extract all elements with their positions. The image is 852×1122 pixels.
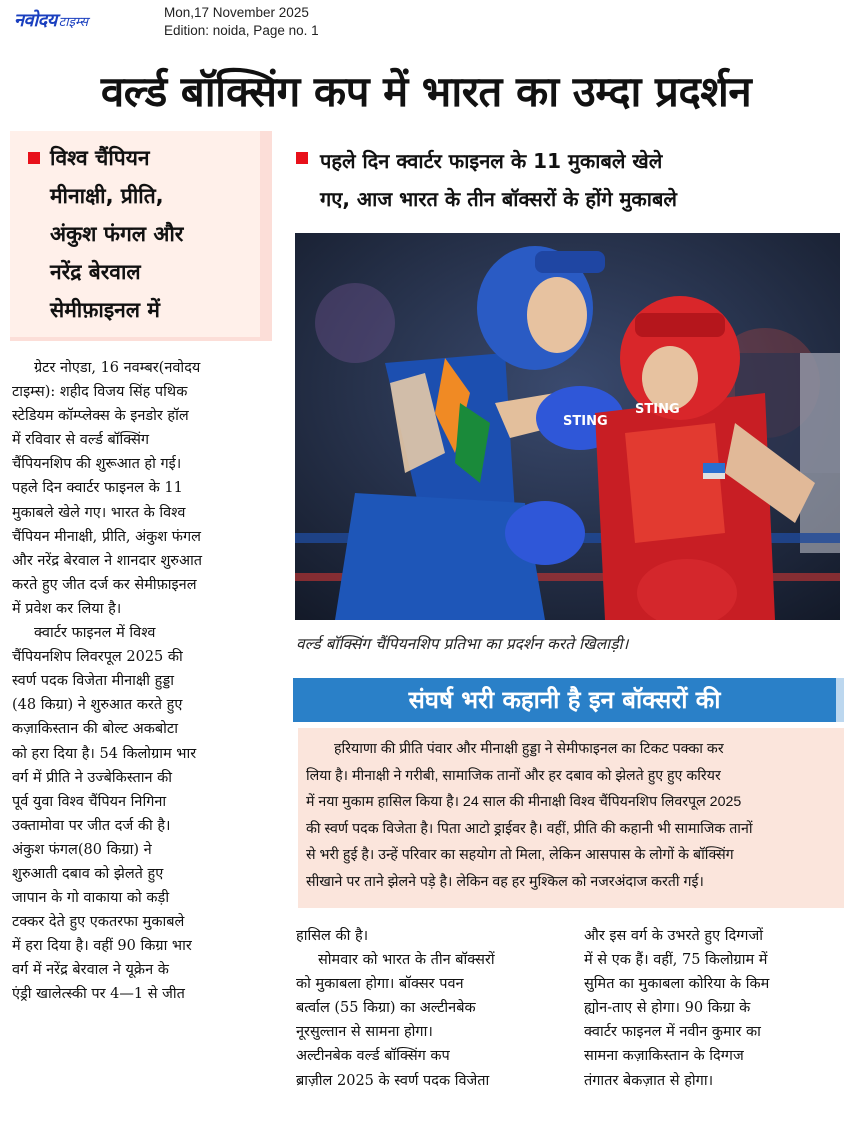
body-line: ह्योन-ताए से होगा। 90 किग्रा के — [584, 1000, 751, 1017]
body-line: कज़ाकिस्तान की बोल्ट अकबोटा — [12, 721, 178, 738]
glove-brand-text: STING — [563, 414, 608, 429]
body-line: सुमित का मुकाबला कोरिया के किम — [584, 976, 770, 993]
article-column-1 — [12, 356, 274, 1007]
body-line: स्टेडियम कॉम्प्लेक्स के इनडोर हॉल — [12, 408, 189, 425]
body-line: चैंपियन मीनाक्षी, प्रीति, अंकुश फंगल — [12, 528, 201, 545]
body-line: में से एक हैं। वहीं, 75 किलोग्राम में — [584, 952, 768, 969]
body-line: टक्कर देते हुए एकतरफा मुकाबले — [12, 914, 185, 931]
story-line: से भरी हुई है। उन्हें परिवार का सहयोग तो मिला, लेकिन आसपास के लोगों के बॉक्सिंग — [306, 847, 734, 863]
body-line: नूरसुल्तान से सामना होगा। — [296, 1024, 433, 1041]
masthead-logo — [14, 8, 138, 34]
body-line: सामना कज़ाकिस्तान के दिग्गज — [584, 1048, 744, 1065]
body-line: चैंपियनशिप की शुरूआत हो गई। — [12, 456, 182, 473]
body-line: तंगातर बेकज़ात से होगा। — [584, 1072, 714, 1089]
body-line: शुरुआती दबाव को झेलते हुए — [12, 865, 164, 882]
issue-date: Mon,17 November 2025 — [164, 5, 309, 20]
body-line: जापान के गो वाकाया को कड़ी — [12, 890, 170, 907]
main-headline: वर्ल्ड बॉक्सिंग कप में भारत का उम्दा प्रदर्शन — [100, 67, 752, 116]
body-line: (48 किग्रा) ने शुरुआत करते हुए — [12, 697, 183, 714]
highlight-line: मीनाक्षी, प्रीति, — [50, 184, 164, 208]
boxers-illustration — [295, 233, 840, 620]
body-line: उक्तामोवा पर जीत दर्ज की है। — [12, 817, 171, 834]
body-line: टाइम्स): शहीद विजय सिंह पथिक — [12, 384, 188, 401]
body-line: अल्टीनबेक वर्ल्ड बॉक्सिंग कप — [296, 1048, 450, 1065]
body-line: स्वर्ण पदक विजेता मीनाक्षी हुड्डा — [12, 673, 174, 690]
highlight-line: विश्व चैंपियन — [50, 146, 150, 170]
body-line: हासिल की है। — [296, 928, 369, 944]
highlight-line: सेमीफ़ाइनल में — [50, 298, 160, 322]
edition-info: Edition: noida, Page no. 1 — [164, 23, 319, 38]
body-line: सोमवार को भारत के तीन बॉक्सरों — [318, 952, 495, 969]
highlight-line: नरेंद्र बेरवाल — [50, 260, 141, 284]
body-line: में प्रवेश कर लिया है। — [12, 600, 122, 617]
story-line: में नया मुकाम हासिल किया है। 24 साल की मीनाक्षी विश्व चैंपियनशिप लिवरपूल 2025 — [306, 794, 742, 810]
body-line: करते हुए जीत दर्ज कर सेमीफ़ाइनल — [12, 576, 197, 593]
story-banner: संघर्ष भरी कहानी है इन बॉक्सरों की — [293, 678, 836, 722]
body-line: एंड्री खालेत्स्की पर 4—1 से जीत — [12, 986, 185, 1003]
boxing-photo — [295, 233, 840, 620]
body-line: वर्ग में नरेंद्र बेरवाल ने यूक्रेन के — [12, 962, 169, 979]
body-line: को मुकाबला होगा। बॉक्सर पवन — [296, 976, 464, 993]
helmet-brand-text: STING — [635, 402, 680, 417]
logo-sub-text: टाइम्स — [58, 15, 88, 30]
body-line: को हरा दिया है। 54 किलोग्राम भार — [12, 745, 197, 762]
body-line: और इस वर्ग के उभरते हुए दिग्गजों — [584, 928, 763, 944]
article-column-3 — [584, 924, 846, 1093]
body-line: में रविवार से वर्ल्ड बॉक्सिंग — [12, 432, 150, 449]
edition-meta — [164, 4, 319, 40]
body-line: पूर्व युवा विश्व चैंपियन निगिना — [12, 793, 167, 810]
highlight-line: अंकुश फंगल और — [50, 222, 184, 246]
highlight-box — [10, 131, 272, 341]
photo-caption: वर्ल्ड बॉक्सिंग चैंपियनशिप प्रतिभा का प्रदर्शन करते खिलाड़ी। — [296, 635, 629, 653]
subhead-line: गए, आज भारत के तीन बॉक्सरों के होंगे मुकाबले — [320, 187, 677, 211]
story-box — [298, 728, 844, 908]
article-column-2 — [296, 924, 566, 1093]
highlight-text — [24, 139, 256, 329]
body-line: में हरा दिया है। वहीं 90 किग्रा भार — [12, 938, 192, 955]
story-line: सीखाने पर ताने झेलने पड़े है। लेकिन वह हर मुश्किल को नजरअंदाज करती गई। — [306, 873, 704, 890]
body-line: ब्राज़ील 2025 के स्वर्ण पदक विजेता — [296, 1072, 490, 1089]
logo-main-text: नवोदय — [14, 10, 57, 31]
body-line: और नरेंद्र बेरवाल ने शानदार शुरुआत — [12, 552, 203, 569]
story-text — [306, 736, 836, 895]
story-line: हरियाणा की प्रीति पंवार और मीनाक्षी हुड्डा ने सेमीफाइनल का टिकट पक्का कर — [334, 741, 724, 757]
subhead-line: पहले दिन क्वार्टर फाइनल के 11 मुकाबले खेले — [320, 149, 663, 173]
body-line: अंकुश फंगल(80 किग्रा) ने — [12, 841, 152, 858]
body-line: वर्ग में प्रीति ने उज्बेकिस्तान की — [12, 769, 173, 786]
body-line: क्वार्टर फाइनल में नवीन कुमार का — [584, 1024, 761, 1041]
body-line: ग्रेटर नोएडा, 16 नवम्बर(नवोदय — [34, 360, 201, 376]
body-line: चैंपियनशिप लिवरपूल 2025 की — [12, 649, 183, 666]
body-line: क्वार्टर फाइनल में विश्व — [34, 625, 156, 642]
banner-edge — [836, 678, 844, 722]
subheadline — [296, 142, 852, 218]
story-line: की स्वर्ण पदक विजेता है। पिता आटो ड्राईवर है। वहीं, प्रीति की कहानी भी सामाजिक तानों — [306, 820, 753, 837]
story-line: लिया है। मीनाक्षी ने गरीबी, सामाजिक तानों और हर दबाव को झेलते हुए हुए करियर — [306, 767, 721, 784]
body-line: बर्त्वाल (55 किग्रा) का अल्टीनबेक — [296, 1000, 476, 1017]
body-line: पहले दिन क्वार्टर फाइनल के 11 — [12, 480, 183, 497]
body-line: मुकाबले खेले गए। भारत के विश्व — [12, 504, 186, 521]
